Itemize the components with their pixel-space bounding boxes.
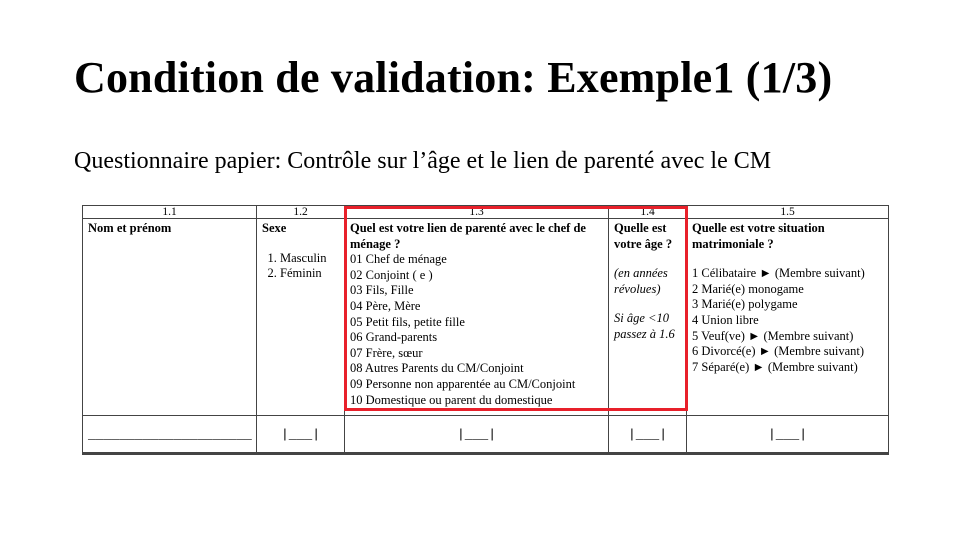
question-number-1-4: 1.4 (609, 206, 687, 219)
relationship-option: 08 Autres Parents du CM/Conjoint (350, 361, 524, 376)
answer-cell-marital-status (687, 415, 889, 454)
question-header-name: Nom et prénom (88, 221, 172, 236)
question-number-1-3: 1.3 (345, 206, 609, 219)
relationship-option: 07 Frère, sœur (350, 345, 423, 360)
marital-option: 3 Marié(e) polygame (692, 297, 798, 312)
marital-option: 2 Marié(e) monogame (692, 281, 804, 296)
question-header-sex: Sexe (262, 221, 287, 236)
question-cell-sex (257, 219, 345, 416)
marital-option: 6 Divorcé(e) ► (Membre suivant) (692, 344, 865, 359)
question-cell-name (83, 219, 257, 416)
question-cell-marital-status (687, 219, 889, 416)
age-skip-instruction: Si âge <10 passez à 1.6 (614, 311, 675, 342)
answer-cell-age (609, 415, 687, 454)
question-number-row (83, 206, 889, 219)
relationship-option: 05 Petit fils, petite fille (350, 314, 465, 329)
spacer (692, 252, 883, 266)
question-cell-age (609, 219, 687, 416)
answer-cell-relationship (345, 415, 609, 454)
relationship-option: 03 Fils, Fille (350, 283, 414, 298)
question-header-age: Quelle est votre âge ? (614, 221, 673, 251)
answer-cell-name (83, 415, 257, 454)
relationship-option: 09 Personne non apparentée au CM/Conjoint (350, 376, 576, 391)
name-answer-field: _____________________ (88, 427, 252, 443)
age-unit-note: (en années révolues) (614, 266, 668, 296)
sex-option: 1. Masculin (280, 251, 339, 267)
question-header-relationship: Quel est votre lien de parenté avec le chef de ménage ? (350, 221, 586, 251)
question-body-row (83, 219, 889, 416)
spacer (614, 252, 681, 266)
relationship-option: 01 Chef de ménage (350, 252, 447, 267)
question-number-1-5: 1.5 (687, 206, 889, 219)
slide-subtitle: Questionnaire papier: Contrôle sur l’âge et le lien de parenté avec le CM (74, 148, 772, 174)
relationship-option: 10 Domestique ou parent du domestique (350, 392, 553, 407)
spacer (262, 237, 339, 251)
question-header-marital-status: Quelle est votre situation matrimoniale ? (692, 221, 825, 251)
marital-option: 4 Union libre (692, 313, 759, 328)
table-bottom-rule (82, 452, 888, 454)
sex-answer-box: |___| (280, 427, 320, 443)
relationship-answer-box: |___| (456, 427, 496, 443)
age-answer-box: |___| (627, 427, 667, 443)
answer-row (83, 415, 889, 454)
sex-option: 2. Féminin (280, 266, 339, 282)
relationship-option: 04 Père, Mère (350, 299, 421, 314)
marital-option: 7 Séparé(e) ► (Membre suivant) (692, 359, 858, 374)
answer-cell-sex (257, 415, 345, 454)
sex-options-list (262, 251, 339, 282)
spacer (614, 297, 681, 311)
relationship-option: 02 Conjoint ( e ) (350, 267, 433, 282)
marital-option: 5 Veuf(ve) ► (Membre suivant) (692, 328, 854, 343)
questionnaire-table (82, 205, 889, 455)
question-number-1-2: 1.2 (257, 206, 345, 219)
marital-answer-box: |___| (767, 427, 807, 443)
question-cell-relationship (345, 219, 609, 416)
relationship-option: 06 Grand-parents (350, 330, 438, 345)
slide-title: Condition de validation: Exemple1 (1/3) (74, 53, 833, 102)
question-number-1-1: 1.1 (83, 206, 257, 219)
marital-option: 1 Célibataire ► (Membre suivant) (692, 266, 865, 281)
